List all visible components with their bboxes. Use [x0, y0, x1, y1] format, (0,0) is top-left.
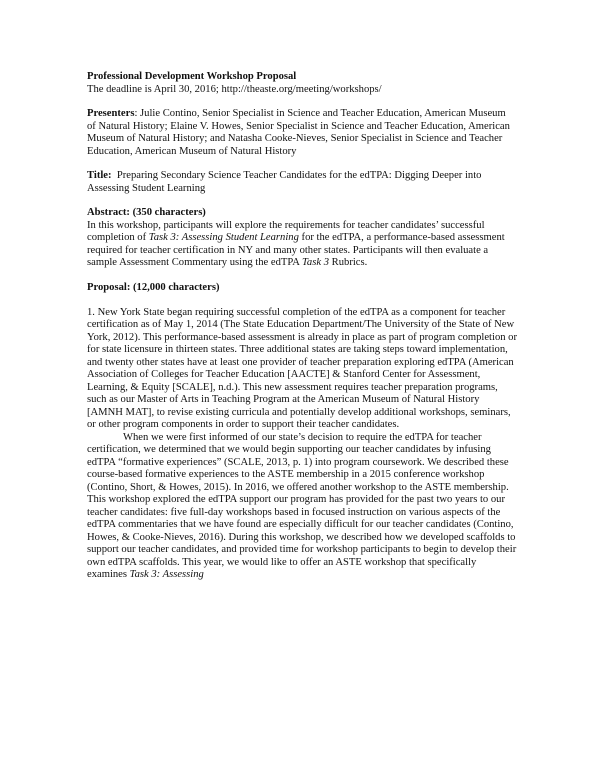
para2-italic: Task 3: Assessing — [129, 569, 204, 580]
abstract-heading: Abstract: (350 characters) — [87, 207, 206, 218]
deadline-line: The deadline is April 30, 2016; http://theaste.org/meeting/workshops/ — [87, 83, 382, 95]
presenters-text: : Julie Contino, Senior Specialist in Science and Teacher Education, American Museum of Natural History; Elaine V. Howes, Senior Specialist in Science and Teacher Education, American Museum of Natural History; and Natasha Cooke-Nieves, Senior Specialist in Science and Teacher Education, American Museum of Natural History — [87, 108, 510, 157]
title-label: Title: — [87, 170, 112, 181]
proposal-heading: Proposal: (12,000 characters) — [87, 281, 220, 293]
abstract-task-italic: Task 3: Assessing Student Learning — [148, 232, 299, 243]
document-page — [87, 71, 517, 582]
abstract-task3-italic: Task 3 — [302, 257, 330, 268]
presenters-paragraph — [87, 108, 517, 158]
title-paragraph — [87, 170, 517, 195]
presenters-label: Presenters — [87, 108, 135, 119]
proposal-paragraph-2: When we were first informed of our state’s decision to require the edTPA for teacher certification, we determined that we would begin supporting our teacher candidates by infusing edTPA “formative experiences” (SCALE, 2013, p. 1) into program coursework. We described these course-based formative experiences to the ASTE membership in a 2015 conference workshop (Contino, Short, & Howes, 2015). In 2016, we offered another workshop to the ASTE membership. This workshop explored the edTPA support our program has provided for the past two years to our teacher candidates: five full-day workshops based in focused instruction on various aspects of the edTPA commentaries that we have found are especially difficult for our teacher candidates (Contino, Howes, & Cooke-Nieves, 2016). During this workshop, we described how we developed scaffolds to support our teacher candidates, and provided time for workshop participants to begin to develop their own edTPA scaffolds. This year, we would like to offer an ASTE workshop that specifically examines Task 3: Assessing — [87, 431, 517, 580]
document-title: Professional Development Workshop Proposal — [87, 71, 297, 82]
proposal-paragraph-1: 1. New York State began requiring successful completion of the edTPA as a component for teacher certification as of May 1, 2014 (The State Education Department/The University of the State of New York, 2012). This performance-based assessment is already in place as part of program completion or for state licensure in thirteen states. Three additional states are taking steps toward implementation, and twenty other states have at least one provider of teacher preparation exploring edTPA (American Association of Colleges for Teacher Education [AACTE] & Stanford Center for Assessment, Learning, & Equity [SCALE], n.d.). This new assessment requires teacher preparation programs, such as our Master of Arts in Teaching Program at the American Museum of Natural History [AMNH MAT], to revise existing curricula and potentially develop additional workshops, seminars, or other program components in order to support their teacher candidates. — [87, 306, 518, 430]
title-text: Preparing Secondary Science Teacher Candidates for the edTPA: Digging Deeper into Assessing Student Learning — [87, 170, 482, 194]
abstract-paragraph: In this workshop, participants will explore the requirements for teacher candidates’ successful completion of Task 3: Assessing Student Learning for the edTPA, a performance-based assessment required for teacher certification in NY and many other states. Participants will then evaluate a sample Assessment Commentary using the edTPA Task 3 Rubrics. — [87, 219, 505, 268]
